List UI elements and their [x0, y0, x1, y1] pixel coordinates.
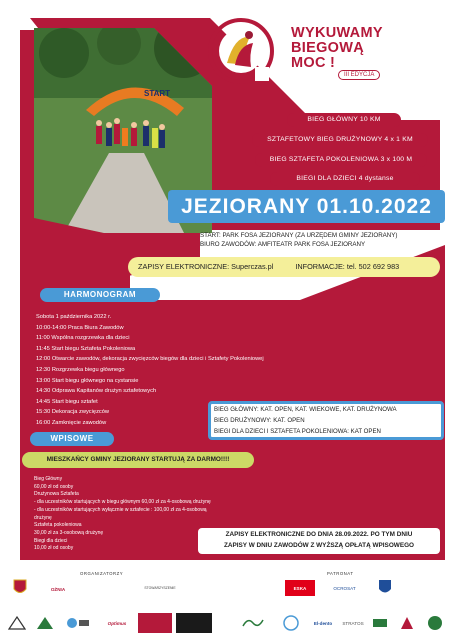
- partner-logo: [236, 612, 270, 634]
- partner-logo: [394, 612, 420, 634]
- patron-crest-logo: [375, 578, 395, 598]
- fee-line: Sztafeta pokoleniowa: [34, 522, 82, 529]
- online-registration-text: ZAPISY ELEKTRONICZNE: Superczas.pl: [138, 262, 274, 271]
- start-info: [200, 231, 440, 249]
- category-line: BIEGI DLA DZIECI I SZTAFETA POKOLENIOWA: KAT OPEN: [214, 427, 381, 435]
- partner-logo: [32, 612, 58, 634]
- partner-logo: [4, 612, 30, 634]
- event-pill-main: BIEG GŁÓWNY 10 KM: [287, 113, 401, 127]
- start-location: START: PARK FOSA JEZIORANY (ZA URZĘDEM GMINY JEZIORANY): [200, 232, 398, 239]
- event-logo-icon: [205, 15, 277, 87]
- free-entry-notice: MIESZKAŃCY GMINY JEZIORANY STARTUJĄ ZA DARMO!!!!: [22, 452, 254, 468]
- category-line: BIEG GŁÓWNY: KAT. OPEN, KAT. WIEKOWE, KAT. DRUŻYNOWA: [214, 406, 397, 413]
- partner-logo: [274, 612, 308, 634]
- partner-logo: El-dento: [313, 620, 333, 626]
- fees-list: [34, 476, 214, 553]
- fee-line: 30,00 zł za 3-osobową drużynę: [34, 529, 104, 536]
- schedule-item: 16:00 Zamknięcie zawodów: [36, 419, 107, 426]
- schedule-item: Sobota 1 października 2022 r.: [36, 314, 112, 320]
- edition-badge: III EDYCJA: [338, 70, 380, 80]
- organizers-heading: ORGANIZATORZY: [80, 571, 124, 576]
- event-date-banner: JEZIORANY 01.10.2022: [168, 190, 445, 223]
- schedule-item: 11:45 Start biegu Sztafeta Pokoleniowa: [36, 345, 136, 352]
- organizer-logo-2: STOWARZYSZENIE: [144, 586, 176, 590]
- title-line-1: WYKUWAMY: [291, 25, 383, 41]
- title-line-2: BIEGOWĄ: [291, 40, 364, 56]
- partner-logo: [138, 613, 172, 633]
- event-pill-kids: BIEGI DLA DZIECI 4 dystanse: [270, 172, 420, 186]
- schedule-item: 12:30 Rozgrzewka biegu głównego: [36, 366, 125, 373]
- registration-contact-bar: [128, 257, 440, 277]
- patron-logo-2: OCROSAT: [333, 585, 356, 591]
- fee-line: 10,00 zł od osoby: [34, 545, 74, 552]
- registration-line-2: ZAPISY W DNIU ZAWODÓW Z WYŻSZĄ OPŁATĄ WPISOWEGO: [223, 541, 415, 549]
- schedule-item: 12:00 Otwarcie zawodów, dekoracja zwycięzców biegów dla dzieci i Sztafety Pokoleniowej: [36, 356, 264, 363]
- schedule-item: 10:00-14:00 Praca Biura Zawodów: [36, 324, 124, 331]
- event-pill-generations: BIEG SZTAFETA POKOLENIOWA 3 x 100 M: [255, 153, 427, 167]
- partner-logo: [422, 612, 448, 634]
- partner-logo: [60, 614, 96, 632]
- category-line: BIEG DRUŻYNOWY: KAT. OPEN: [214, 416, 305, 424]
- partner-logo: [176, 613, 212, 633]
- fee-line: - dla uczestników startujących wyłącznie w sztafecie : 100,00 zł za 4-osobową drużynę: [34, 506, 207, 521]
- registration-line-1: ZAPISY ELEKTRONICZNE DO DNIA 28.09.2022. PO TYM DNIU: [225, 531, 413, 538]
- organizer-logo-1: OŻNIA: [50, 586, 66, 592]
- wpisowe-heading: WPISOWE: [30, 432, 114, 446]
- fee-line: Biegi dla dzieci: [34, 537, 68, 544]
- title-line-3: MOC !: [291, 55, 336, 71]
- harmonogram-heading: HARMONOGRAM: [40, 288, 160, 302]
- partner-logo: [368, 614, 392, 632]
- schedule-item: 15:30 Dekoracja zwycięzców: [36, 409, 110, 416]
- fee-line: Drużynowa Sztafeta: [34, 491, 79, 498]
- partner-logo: STRATOS: [342, 620, 364, 626]
- organizer-crest-logo: [5, 578, 35, 598]
- start-banner-text: START: [144, 89, 171, 98]
- fee-line: - dla uczestników startujących w biegu głównym 60,00 zł za 4-osobową drużynę: [34, 499, 211, 506]
- event-pill-relay: SZTAFETOWY BIEG DRUŻYNOWY 4 x 1 KM: [252, 133, 428, 147]
- fee-line: Bieg Główny: [34, 476, 63, 482]
- schedule-item: 14:30 Odprawa Kapitanów drużyn sztafetowych: [36, 388, 157, 395]
- schedule-item: 11:00 Wspólna rozgrzewka dla dzieci: [36, 335, 130, 342]
- categories-box: [208, 401, 444, 440]
- schedule-item: 13:00 Start biegu głównego na cystansie: [36, 377, 139, 384]
- contact-info-text: INFORMACJE: tel. 502 692 983: [295, 262, 400, 271]
- registration-deadline-box: [198, 528, 440, 554]
- event-title: [291, 26, 383, 71]
- office-location: BIURO ZAWODÓW: AMFITEATR PARK FOSA JEZIORANY: [200, 241, 366, 248]
- fee-line: 60,00 zł od osoby: [34, 483, 74, 490]
- patron-logo-eska: ESKA: [285, 580, 315, 596]
- patron-heading: PATRONAT: [327, 571, 354, 576]
- schedule-item: 14:45 Start biegu sztafet: [36, 398, 98, 405]
- partner-logo: Optimus: [107, 620, 127, 626]
